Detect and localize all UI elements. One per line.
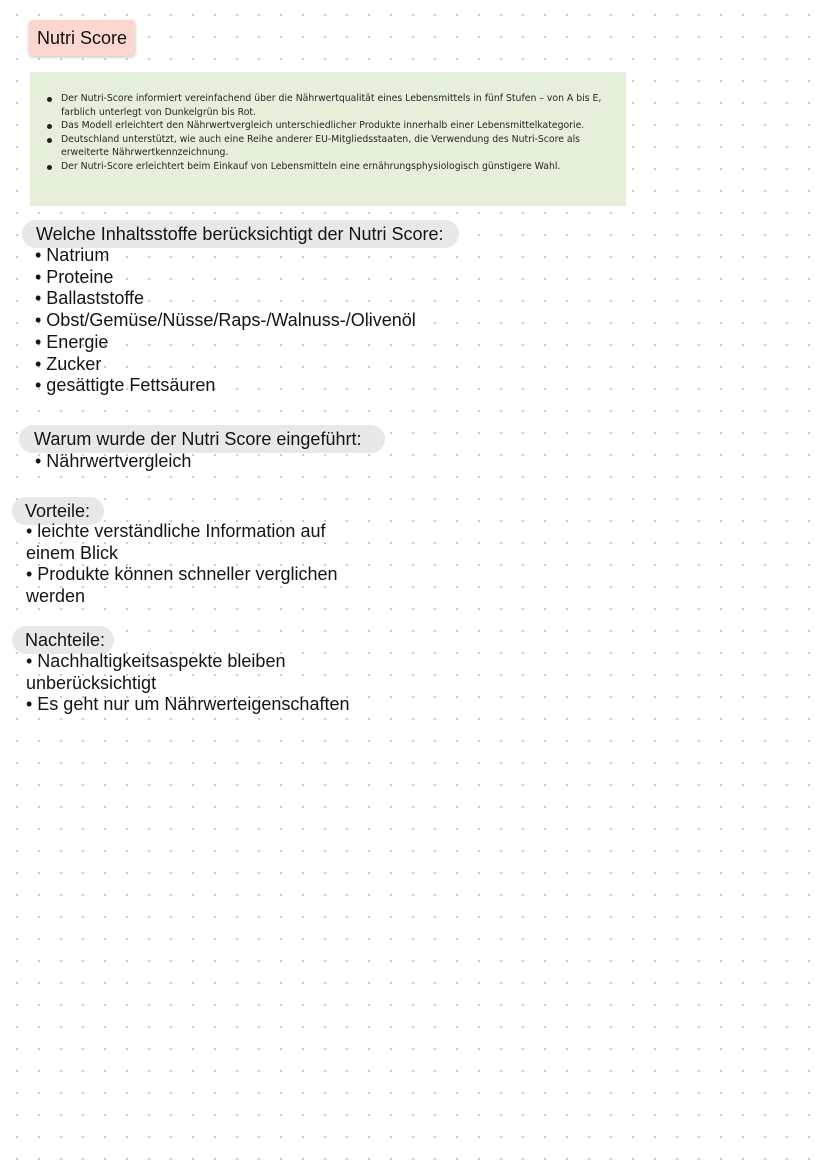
list-item: • Natrium <box>35 245 110 265</box>
list-item: unberücksichtigt <box>26 672 157 693</box>
info-bullet: Deutschland unterstützt, wie auch eine Reihe anderer EU-Mitgliedsstaaten, die Verwendung des Nutri-Score als erweiterte Nährwertkennzeichnung. <box>60 133 602 160</box>
reason-heading: Warum wurde der Nutri Score eingeführt: <box>19 425 385 453</box>
list-item: • Es geht nur um Nährwerteigenschaften <box>26 694 350 715</box>
page-title: Nutri Score <box>29 20 135 56</box>
info-bullet: Der Nutri-Score informiert vereinfachend über die Nährwertqualität eines Lebensmittels in fünf Stufen – von A bis E, farblich unterlegt von Dunkelgrün bis Rot. <box>61 93 602 118</box>
disadvantages-heading: Nachteile: <box>12 626 114 654</box>
info-list <box>60 92 602 174</box>
list-item: werden <box>26 586 86 607</box>
info-bullet: Der Nutri-Score erleichtert beim Einkauf von Lebensmitteln eine ernährungsphysiologisch günstigere Wahl. <box>60 160 602 174</box>
list-item: • gesättigte Fettsäuren <box>35 375 216 396</box>
list-item: • Ballaststoffe <box>35 288 145 309</box>
list-item: einem Blick <box>26 542 119 563</box>
info-bullet: Das Modell erleichtert den Nährwertvergleich unterschiedlicher Produkte innerhalb einer Lebensmittelkategorie. <box>60 119 602 133</box>
list-item: • Zucker <box>35 353 102 374</box>
advantages-heading: Vorteile: <box>12 497 104 525</box>
reason-list <box>35 451 191 473</box>
advantages-list <box>26 521 337 608</box>
info-box <box>30 72 626 206</box>
list-item: • leichte verständliche Information auf <box>26 521 326 541</box>
list-item: • Obst/Gemüse/Nüsse/Raps-/Walnuss-/Olivenöl <box>35 310 416 331</box>
disadvantages-list <box>26 651 349 716</box>
list-item: • Energie <box>35 331 109 352</box>
ingredients-heading: Welche Inhaltsstoffe berücksichtigt der Nutri Score: <box>22 220 459 248</box>
list-item: • Produkte können schneller verglichen <box>26 564 338 585</box>
list-item: • Proteine <box>35 266 114 287</box>
ingredients-list <box>35 245 416 397</box>
list-item: • Nachhaltigkeitsaspekte bleiben <box>26 651 286 671</box>
list-item: • Nährwertvergleich <box>35 451 192 471</box>
